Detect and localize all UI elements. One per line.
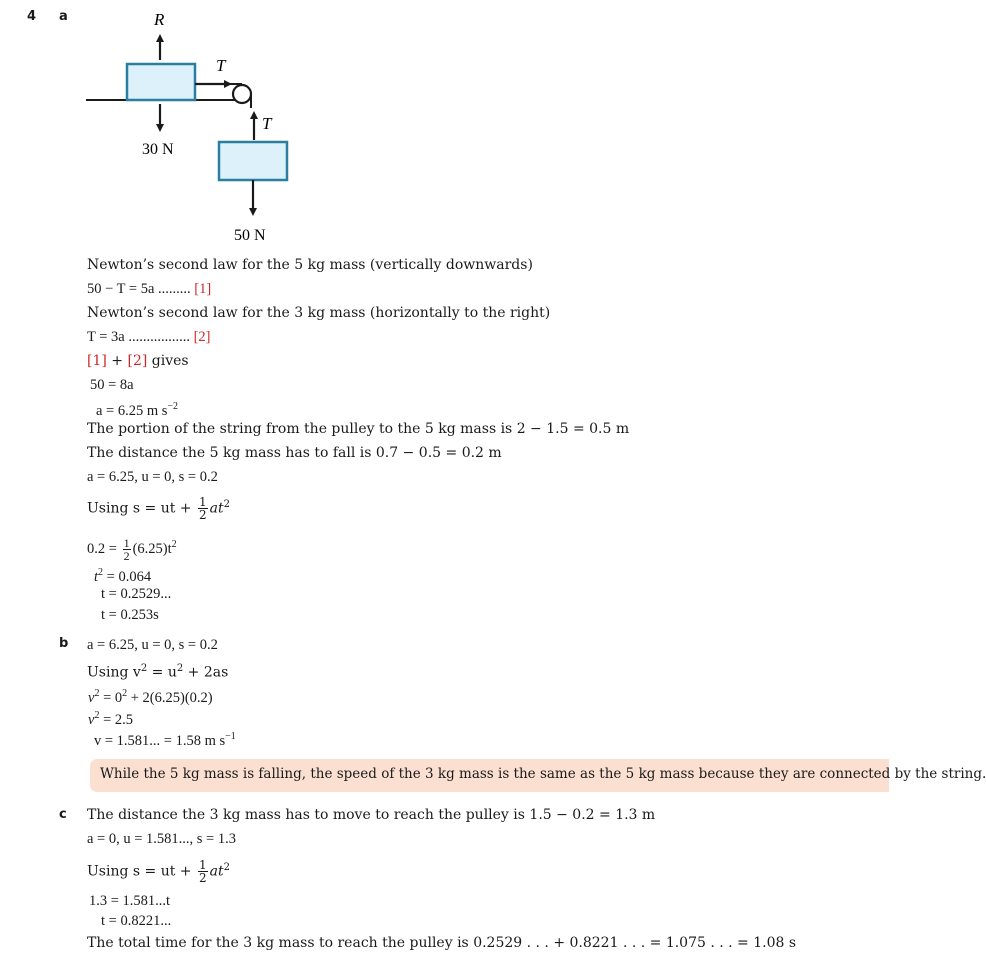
using-b-sq2: 2 bbox=[176, 663, 184, 674]
eq-b2-lhs: v bbox=[88, 711, 95, 728]
using-tail-a: at bbox=[209, 500, 224, 517]
text-newton-3kg: Newton’s second law for the 3 kg mass (horizontally to the right) bbox=[87, 305, 551, 321]
sub-rhs: (6.25)t bbox=[132, 540, 172, 557]
part-a-label: a bbox=[59, 9, 68, 24]
combine-text: gives bbox=[147, 353, 189, 369]
eq-b3-body: v = 1.581... = 1.58 m s bbox=[94, 732, 226, 749]
equation-1 bbox=[87, 280, 211, 298]
using-formula-b bbox=[87, 660, 228, 682]
using-formula-c bbox=[87, 853, 230, 887]
t-value-1: t = 0.2529... bbox=[101, 586, 172, 602]
using-text-a: Using s = ut + bbox=[87, 500, 196, 517]
label-R: R bbox=[154, 10, 165, 29]
part-c-label: c bbox=[59, 807, 67, 822]
eq-b1-sq2: 2 bbox=[122, 688, 128, 699]
fraction-num: 1 bbox=[198, 858, 207, 873]
block-3kg bbox=[127, 64, 195, 100]
equation-b-3 bbox=[94, 728, 236, 750]
t-squared-line bbox=[94, 564, 151, 586]
label-t-top: T bbox=[216, 56, 226, 75]
equation-3: 50 = 8a bbox=[90, 377, 134, 393]
part-b-label: b bbox=[59, 636, 69, 651]
equation-b-2 bbox=[88, 707, 133, 729]
using-b-2: = u bbox=[147, 664, 177, 681]
half-fraction-a bbox=[198, 496, 208, 521]
block-5kg bbox=[219, 142, 287, 180]
equation-2-body: T = 3a ................. bbox=[87, 329, 190, 345]
pulley-diagram bbox=[80, 8, 320, 248]
eq-b2-sq: 2 bbox=[94, 710, 100, 721]
note-text: While the 5 kg mass is falling, the speed of the 3 kg mass is the same as the 5 kg mass because they are connected by the string. bbox=[100, 766, 986, 782]
text-distance-3kg: The distance the 3 kg mass has to move to reach the pulley is 1.5 − 0.2 = 1.3 m bbox=[87, 807, 656, 823]
equation-4 bbox=[96, 398, 178, 420]
substitution-a bbox=[87, 530, 177, 564]
using-b-1: Using v bbox=[87, 664, 141, 681]
eq-b3-sup: −1 bbox=[225, 731, 236, 742]
eq-b1-rhs: + 2(6.25)(0.2) bbox=[127, 689, 213, 706]
pulley bbox=[233, 85, 251, 103]
equation-c-1: 1.3 = 1.581...t bbox=[89, 893, 171, 909]
fraction-den: 2 bbox=[198, 871, 207, 886]
half-fraction-sub bbox=[123, 537, 131, 562]
t2-rhs: = 0.064 bbox=[103, 568, 152, 585]
label-50n: 50 N bbox=[234, 227, 266, 244]
text-total-time: The total time for the 3 kg mass to reach the pulley is 0.2529 . . . + 0.8221 . . . = 1.075 . . . = 1.08 s bbox=[87, 935, 797, 951]
equation-4-sup: −2 bbox=[167, 401, 179, 412]
equation-4-body: a = 6.25 m s bbox=[96, 402, 168, 419]
equation-2 bbox=[87, 328, 211, 346]
t2-sq: 2 bbox=[98, 567, 104, 578]
t2-var: t bbox=[94, 568, 99, 585]
using-tail-c: at bbox=[209, 863, 224, 880]
suvat-b: a = 6.25, u = 0, s = 0.2 bbox=[87, 637, 218, 653]
fraction-den: 2 bbox=[198, 508, 207, 523]
half-fraction-c bbox=[198, 859, 208, 884]
combine-ref-1: [1] bbox=[87, 353, 107, 369]
sub-lhs: 0.2 = bbox=[87, 540, 121, 557]
using-sq-a: 2 bbox=[223, 499, 230, 510]
using-text-c: Using s = ut + bbox=[87, 863, 196, 880]
suvat-c: a = 0, u = 1.581..., s = 1.3 bbox=[87, 831, 236, 847]
using-sq-c: 2 bbox=[223, 862, 230, 873]
equation-b-1 bbox=[88, 685, 213, 707]
suvat-a: a = 6.25, u = 0, s = 0.2 bbox=[87, 469, 218, 485]
fraction-num: 1 bbox=[198, 495, 207, 510]
fraction-den: 2 bbox=[123, 549, 130, 563]
text-newton-5kg: Newton’s second law for the 5 kg mass (vertically downwards) bbox=[87, 257, 533, 273]
note-box bbox=[90, 759, 986, 792]
text-fall-distance: The distance the 5 kg mass has to fall is 0.7 − 0.5 = 0.2 m bbox=[87, 445, 502, 461]
eq-b1-lhs: v bbox=[88, 689, 95, 706]
using-b-3: + 2as bbox=[183, 664, 229, 681]
fraction-num: 1 bbox=[123, 536, 130, 550]
t-value-2: t = 0.253s bbox=[101, 607, 159, 623]
using-formula-a bbox=[87, 490, 230, 524]
combine-line bbox=[87, 352, 189, 370]
equation-1-ref: [1] bbox=[194, 281, 212, 297]
text-string-portion: The portion of the string from the pulley to the 5 kg mass is 2 − 1.5 = 0.5 m bbox=[87, 421, 630, 437]
eq-b1-mid: = 0 bbox=[99, 689, 123, 706]
eq-b2-rhs: = 2.5 bbox=[99, 711, 133, 728]
eq-b1-sq1: 2 bbox=[94, 688, 100, 699]
label-t-side: T bbox=[262, 114, 272, 133]
using-b-sq1: 2 bbox=[140, 663, 148, 674]
equation-2-ref: [2] bbox=[193, 329, 211, 345]
question-number: 4 bbox=[27, 9, 37, 24]
label-30n: 30 N bbox=[142, 141, 174, 158]
equation-1-body: 50 − T = 5a ......... bbox=[87, 281, 191, 297]
combine-ref-2: [2] bbox=[127, 353, 148, 369]
equation-c-2: t = 0.8221... bbox=[101, 913, 172, 929]
sub-sq: 2 bbox=[171, 539, 177, 550]
combine-plus: + bbox=[106, 353, 128, 369]
